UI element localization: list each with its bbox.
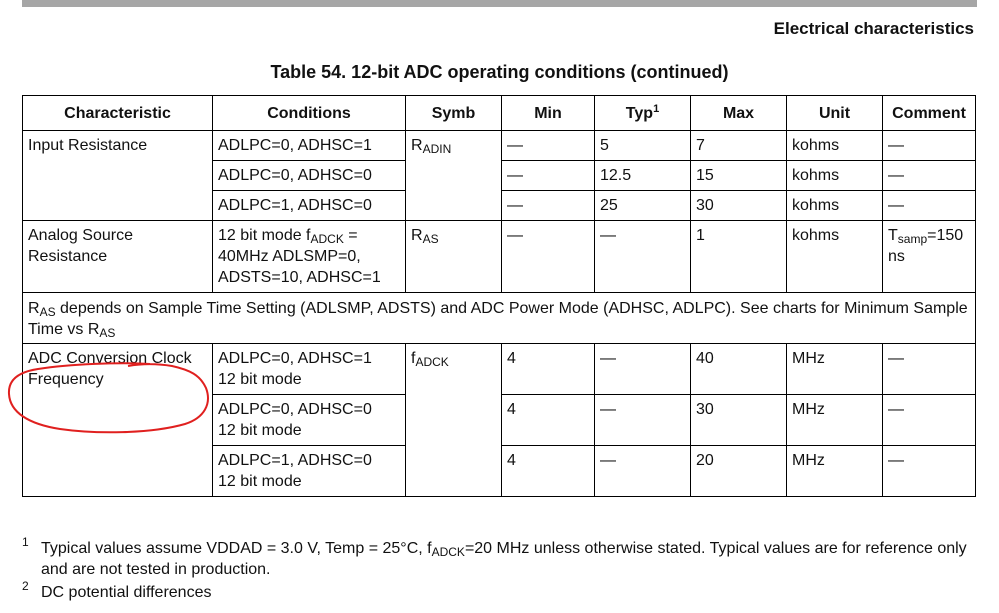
cell-min: — <box>502 221 595 293</box>
note-symbol-sub: AS <box>39 305 56 319</box>
comment-main: T <box>888 227 898 244</box>
table-title: Table 54. 12-bit ADC operating conditions (continued) <box>270 62 729 82</box>
adc-clock-label: ADC Conversion Clock Frequency <box>23 344 213 497</box>
table-row <box>23 344 976 395</box>
col-header-max: Max <box>691 96 787 131</box>
cell-max: 20 <box>691 446 787 497</box>
table-row <box>23 131 976 161</box>
cell-unit: kohms <box>787 221 883 293</box>
cond-line-1: ADLPC=0, ADHSC=1 <box>218 350 372 367</box>
cell-conditions <box>213 344 406 395</box>
footnote-2 <box>22 579 982 603</box>
cell-typ: — <box>595 446 691 497</box>
comment-rest: =150 ns <box>888 227 964 265</box>
cell-typ: — <box>595 344 691 395</box>
cell-conditions <box>213 221 406 293</box>
footnote-1-sub: ADCK <box>431 545 465 559</box>
cell-comment: — <box>883 395 976 446</box>
cell-comment: — <box>883 446 976 497</box>
symbol-main: f <box>411 350 416 367</box>
note-symbol: R <box>28 300 40 317</box>
footnote-1 <box>22 535 982 580</box>
table-header-row <box>23 96 976 131</box>
cell-max: 30 <box>691 191 787 221</box>
adc-clock-symbol <box>406 344 502 497</box>
cond-text: 12 bit mode f <box>218 227 311 244</box>
cell-conditions <box>213 446 406 497</box>
footnote-2-number: 2 <box>22 579 29 593</box>
cond-line-2: 12 bit mode <box>218 473 302 490</box>
cell-comment <box>883 221 976 293</box>
cell-min: — <box>502 131 595 161</box>
footnotes <box>22 535 982 605</box>
page-top-bar <box>22 0 977 7</box>
col-header-characteristic: Characteristic <box>23 96 213 131</box>
cell-comment: — <box>883 191 976 221</box>
cell-unit: kohms <box>787 131 883 161</box>
col-header-symbol: Symb <box>406 96 502 131</box>
input-resistance-symbol <box>406 131 502 221</box>
analog-source-label: Analog Source Resistance <box>23 221 213 293</box>
input-resistance-label: Input Resistance <box>23 131 213 221</box>
col-header-min: Min <box>502 96 595 131</box>
cond-line-2: 12 bit mode <box>218 371 302 388</box>
cell-typ: 25 <box>595 191 691 221</box>
cell-min: — <box>502 191 595 221</box>
cell-max: 40 <box>691 344 787 395</box>
adc-operating-conditions-table <box>22 95 976 497</box>
analog-source-symbol <box>406 221 502 293</box>
cond-sub: ADCK <box>310 232 344 246</box>
table-note-row <box>23 293 976 344</box>
col-header-conditions: Conditions <box>213 96 406 131</box>
cell-conditions: ADLPC=1, ADHSC=0 <box>213 191 406 221</box>
typ-label: Typ <box>625 104 654 122</box>
cond-line-2: 12 bit mode <box>218 422 302 439</box>
cell-comment: — <box>883 131 976 161</box>
cell-max: 1 <box>691 221 787 293</box>
footnote-1-text-rest: =20 MHz unless otherwise stated. Typical values are for reference only and are not tested in production. <box>41 540 967 578</box>
note-end-sub: AS <box>99 326 116 340</box>
footnote-1-text: Typical values assume VDDAD = 3.0 V, Temp = 25°C, f <box>41 540 432 557</box>
symbol-main: R <box>411 227 423 244</box>
col-header-typ <box>595 96 691 131</box>
ras-note <box>23 293 976 344</box>
cell-unit: MHz <box>787 446 883 497</box>
cell-max: 7 <box>691 131 787 161</box>
symbol-sub: ADCK <box>415 355 449 369</box>
cell-min: 4 <box>502 446 595 497</box>
table-row <box>23 221 976 293</box>
cell-max: 15 <box>691 161 787 191</box>
footnote-2-text: DC potential differences <box>41 584 212 601</box>
cell-conditions <box>213 395 406 446</box>
symbol-main: R <box>411 137 423 154</box>
cond-line-1: ADLPC=0, ADHSC=0 <box>218 401 372 418</box>
cell-min: 4 <box>502 395 595 446</box>
note-text: depends on Sample Time Setting (ADLSMP, ADSTS) and ADC Power Mode (ADHSC, ADLPC). See charts for Minimum Sample Time vs R <box>28 300 968 338</box>
cell-unit: kohms <box>787 161 883 191</box>
cell-typ: — <box>595 221 691 293</box>
cell-unit: MHz <box>787 395 883 446</box>
col-header-comment: Comment <box>883 96 976 131</box>
cond-text-rest: = 40MHz ADLSMP=0, ADSTS=10, ADHSC=1 <box>218 227 381 286</box>
cell-typ: 5 <box>595 131 691 161</box>
symbol-sub: ADIN <box>422 142 452 156</box>
col-header-unit: Unit <box>787 96 883 131</box>
cell-min: 4 <box>502 344 595 395</box>
section-header: Electrical characteristics <box>773 19 974 38</box>
cell-unit: kohms <box>787 191 883 221</box>
cell-comment: — <box>883 161 976 191</box>
cond-line-1: ADLPC=1, ADHSC=0 <box>218 452 372 469</box>
cell-conditions: ADLPC=0, ADHSC=0 <box>213 161 406 191</box>
cell-unit: MHz <box>787 344 883 395</box>
cell-max: 30 <box>691 395 787 446</box>
cell-comment: — <box>883 344 976 395</box>
comment-sub: samp <box>897 232 928 246</box>
cell-typ: — <box>595 395 691 446</box>
typ-footnote-ref: 1 <box>653 102 660 115</box>
cell-min: — <box>502 161 595 191</box>
symbol-sub: AS <box>422 232 439 246</box>
footnote-1-number: 1 <box>22 535 29 549</box>
cell-conditions: ADLPC=0, ADHSC=1 <box>213 131 406 161</box>
cell-typ: 12.5 <box>595 161 691 191</box>
